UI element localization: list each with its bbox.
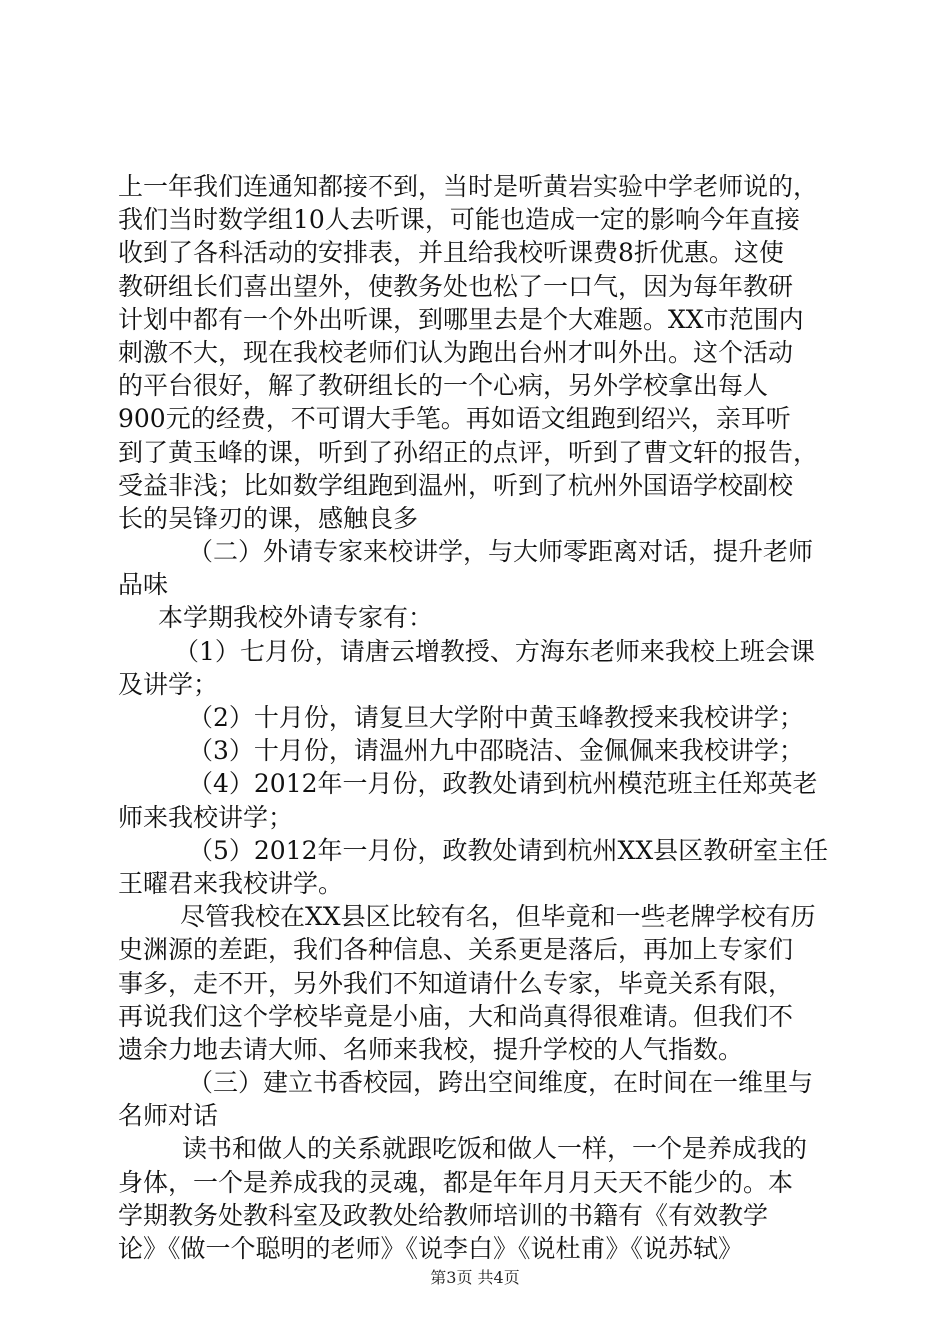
text-line: 论》《做一个聪明的老师》《说李白》《说杜甫》《说苏轼》 — [118, 1234, 744, 1263]
text-line: 学期教务处教科室及政教处给教师培训的书籍有《有效教学 — [118, 1200, 769, 1230]
list-item: （2）十月份，请复旦大学附中黄玉峰教授来我校讲学； — [188, 703, 804, 732]
text-line: 刺激不大，现在我校老师们认为跑出台州才叫外出。这个活动 — [118, 337, 794, 367]
list-item: （3）十月份，请温州九中邵晓洁、金佩佩来我校讲学； — [188, 736, 804, 766]
list-item: （1）七月份，请唐云增教授、方海东老师来我校上班会课 — [174, 636, 815, 666]
text-line: 事多，走不开，另外我们不知道请什么专家，毕竟关系有限， — [118, 968, 794, 998]
text-line: 到了黄玉峰的课，听到了孙绍正的点评，听到了曹文轩的报告， — [118, 437, 819, 467]
text-line: 再说我们这个学校毕竟是小庙，大和尚真得很难请。但我们不 — [118, 1001, 794, 1031]
section-heading: （二）外请专家来校讲学，与大师零距离对话，提升老师 — [188, 537, 814, 567]
list-item-continued: 师来我校讲学； — [118, 802, 294, 832]
text-line: 计划中都有一个外出听课，到哪里去是个大难题。XX市范围内 — [118, 304, 804, 334]
text-line: 的平台很好，解了教研组长的一个心病，另外学校拿出每人 — [118, 371, 769, 401]
list-item-continued: 及讲学； — [118, 669, 219, 699]
text-line: 史渊源的差距，我们各种信息、关系更是落后，再加上专家们 — [118, 935, 794, 965]
text-line: 长的吴锋刃的课，感触良多 — [118, 503, 419, 533]
text-line: 身体，一个是养成我的灵魂，都是年年月月天天不能少的。本 — [118, 1167, 794, 1197]
text-line: 本学期我校外请专家有： — [158, 603, 434, 633]
text-line: 900元的经费，不可谓大手笔。再如语文组跑到绍兴，亲耳听 — [118, 404, 791, 434]
text-line: 遗余力地去请大师、名师来我校，提升学校的人气指数。 — [118, 1034, 744, 1064]
document-body — [118, 170, 838, 1265]
text-line: 我们当时数学组10人去听课，可能也造成一定的影响今年直接 — [118, 205, 800, 235]
text-line: 读书和做人的关系就跟吃饭和做人一样，一个是养成我的 — [182, 1134, 808, 1164]
text-line: 教研组长们喜出望外，使教务处也松了一口气，因为每年教研 — [118, 271, 794, 301]
text-line: 上一年我们连通知都接不到，当时是听黄岩实验中学老师说的， — [118, 172, 819, 201]
text-line: 收到了各科活动的安排表，并且给我校听课费8折优惠。这使 — [118, 238, 784, 268]
section-heading: （三）建立书香校园，跨出空间维度，在时间在一维里与 — [188, 1068, 814, 1098]
text-line: 受益非浅；比如数学组跑到温州，听到了杭州外国语学校副校 — [118, 470, 794, 500]
text-line: 尽管我校在XX县区比较有名，但毕竟和一些老牌学校有历 — [180, 902, 816, 932]
list-item-continued: 王曜君来我校讲学。 — [118, 868, 344, 898]
list-item: （4）2012年一月份，政教处请到杭州模范班主任郑英老 — [188, 769, 818, 799]
page-number-footer: 第3页 共4页 — [430, 1268, 520, 1287]
section-heading-continued: 名师对话 — [118, 1101, 219, 1131]
list-item: （5）2012年一月份，政教处请到杭州XX县区教研室主任 — [188, 835, 829, 865]
section-heading-continued: 品味 — [118, 570, 169, 600]
